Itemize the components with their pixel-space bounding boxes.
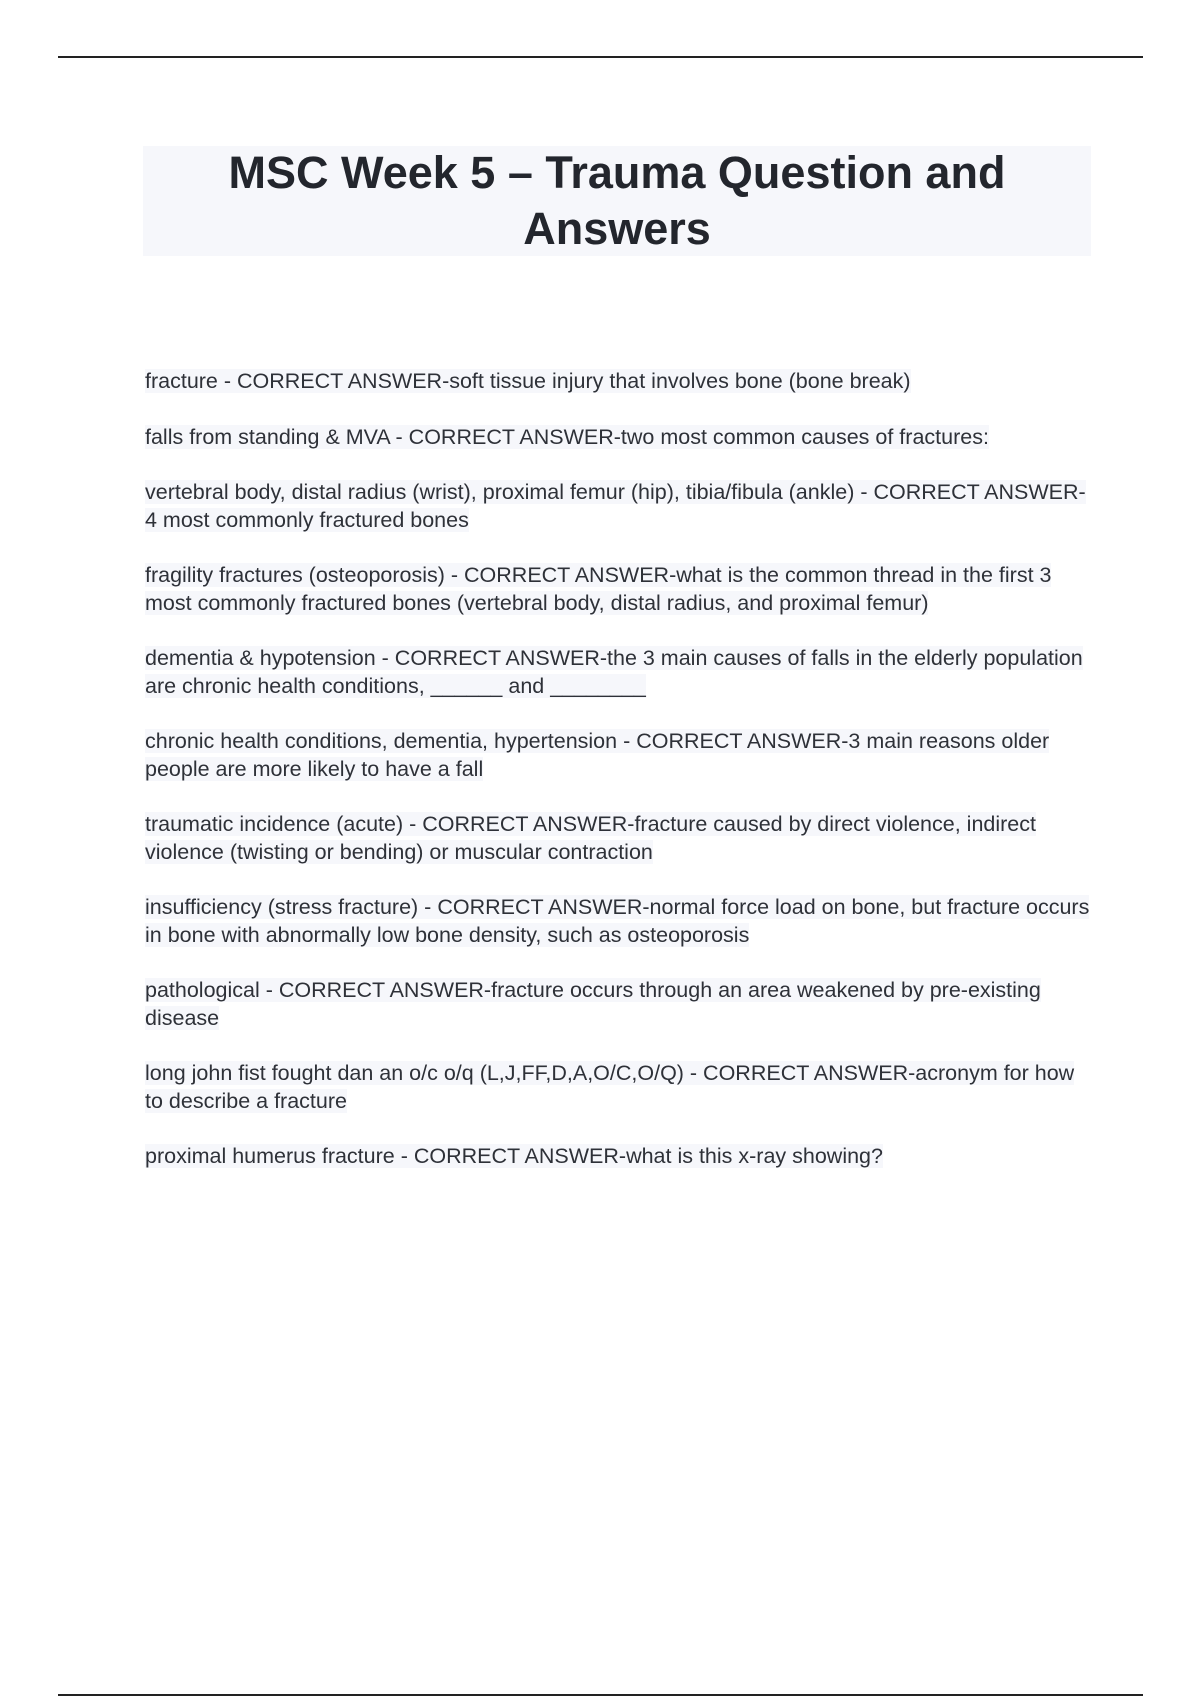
qa-text: traumatic incidence (acute) - CORRECT ANSWER-fracture caused by direct violence, indirect violence (twisting or bending) or muscular contraction	[145, 812, 1036, 864]
qa-item	[145, 645, 1090, 700]
qa-text: proximal humerus fracture - CORRECT ANSWER-what is this x-ray showing?	[145, 1144, 883, 1168]
qa-item	[145, 811, 1090, 866]
qa-text: pathological - CORRECT ANSWER-fracture occurs through an area weakened by pre-existing disease	[145, 978, 1041, 1030]
qa-item	[145, 562, 1090, 617]
qa-text: chronic health conditions, dementia, hypertension - CORRECT ANSWER-3 main reasons older people are more likely to have a fall	[145, 729, 1050, 781]
qa-text: vertebral body, distal radius (wrist), proximal femur (hip), tibia/fibula (ankle) - CORRECT ANSWER-4 most commonly fractured bones	[145, 480, 1086, 532]
title-banner	[143, 146, 1091, 256]
qa-text: fragility fractures (osteoporosis) - CORRECT ANSWER-what is the common thread in the first 3 most commonly fractured bones (vertebral body, distal radius, and proximal femur)	[145, 563, 1052, 615]
qa-item	[145, 368, 1090, 396]
qa-text: dementia & hypotension - CORRECT ANSWER-the 3 main causes of falls in the elderly population are chronic health conditions, ______ and ________	[145, 646, 1083, 698]
bottom-rule	[58, 1694, 1143, 1696]
qa-text: long john fist fought dan an o/c o/q (L,J,FF,D,A,O/C,O/Q) - CORRECT ANSWER-acronym for how to describe a fracture	[145, 1061, 1075, 1113]
qa-text: fracture - CORRECT ANSWER-soft tissue injury that involves bone (bone break)	[145, 369, 911, 393]
qa-item	[145, 1143, 1090, 1171]
qa-item	[145, 728, 1090, 783]
qa-text: insufficiency (stress fracture) - CORRECT ANSWER-normal force load on bone, but fracture occurs in bone with abnormally low bone density, such as osteoporosis	[145, 895, 1090, 947]
qa-item	[145, 894, 1090, 949]
qa-item	[145, 1060, 1090, 1115]
qa-list	[145, 368, 1090, 1199]
qa-item	[145, 479, 1090, 534]
page-title: MSC Week 5 – Trauma Question and Answers	[228, 147, 1006, 254]
top-rule	[58, 56, 1143, 58]
qa-item	[145, 977, 1090, 1032]
qa-item	[145, 424, 1090, 452]
qa-text: falls from standing & MVA - CORRECT ANSWER-two most common causes of fractures:	[145, 424, 989, 449]
